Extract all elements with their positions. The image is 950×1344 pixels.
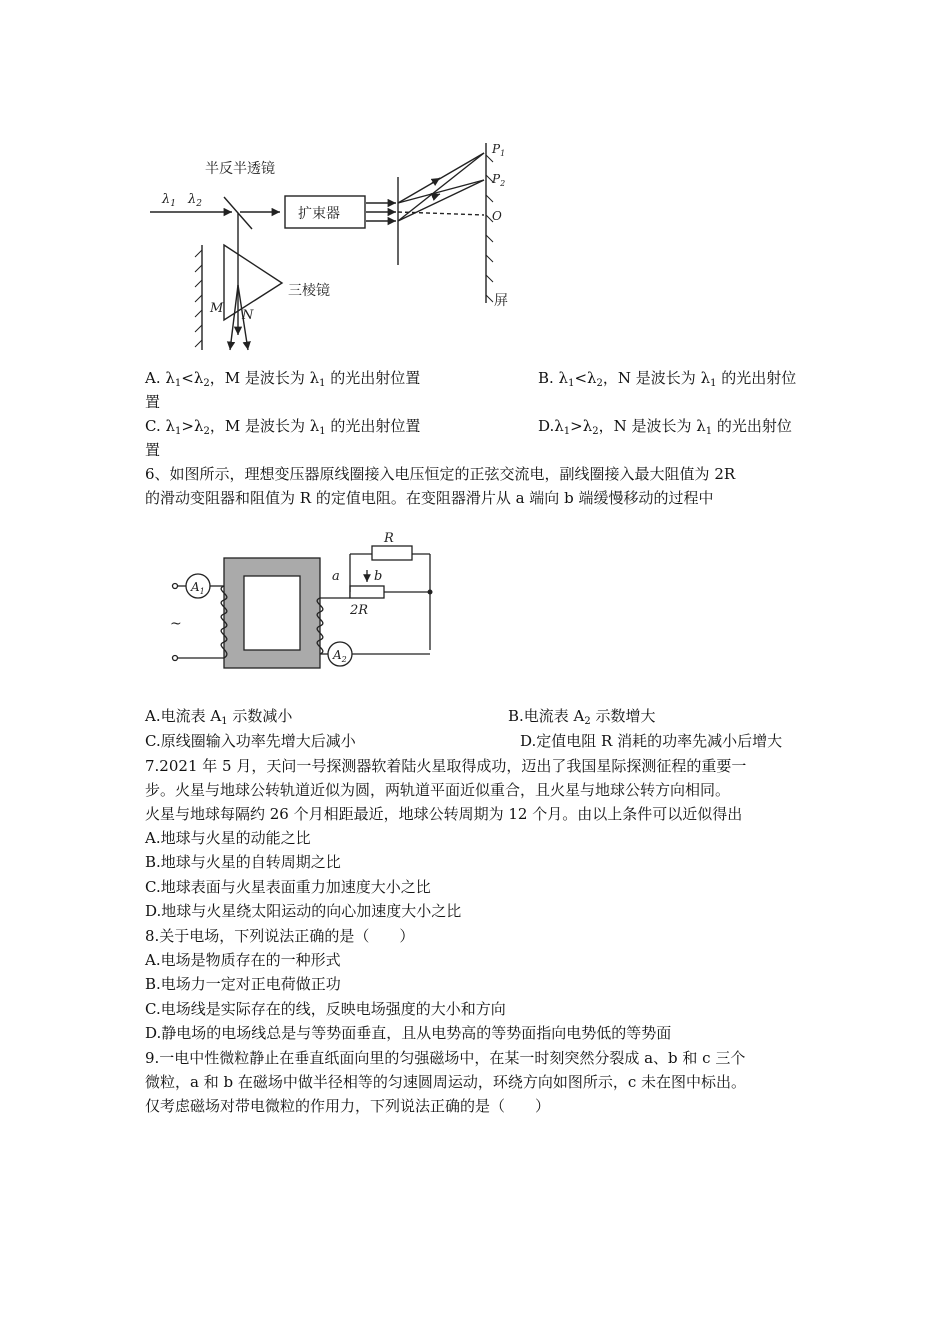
resistor-R-label: R — [384, 531, 394, 546]
point-N-label: N — [242, 308, 254, 323]
q8-option-b: B.电场力一定对正电荷做正功 — [145, 975, 341, 993]
q6-option-a: A.电流表 $A_1$ 示数减小 — [145, 707, 293, 727]
q8-option-a: A.电场是物质存在的一种形式 — [145, 951, 341, 969]
q8-option-c: C.电场线是实际存在的线，反映电场强度的大小和方向 — [145, 1000, 506, 1018]
slider-b-label: b — [374, 569, 383, 584]
q6-stem-line1: 6、如图所示，理想变压器原线圈接入电压恒定的正弦交流电，副线圈接入最大阻值为 2R — [145, 465, 736, 483]
q5-option-b: B. $\lambda_1<\lambda_2$，N 是波长为 $\lambda_1$ 的光出射位 — [538, 369, 797, 389]
q6-option-b: B.电流表 $A_2$ 示数增大 — [508, 707, 656, 727]
rheostat-2R-label: 2R — [350, 603, 369, 618]
expander-label: 扩束器 — [298, 206, 340, 222]
q7-stem-line1: 7.2021 年 5 月，天问一号探测器软着陆火星取得成功，迈出了我国星际探测征程的重要一 — [145, 757, 747, 775]
half-mirror-label: 半反半透镜 — [205, 161, 275, 177]
q7-stem-line3: 火星与地球每隔约 26 个月相距最近，地球公转周期为 12 个月。由以上条件可以近似得出 — [145, 805, 743, 823]
q6-option-d: D.定值电阻 R 消耗的功率先减小后增大 — [520, 732, 783, 750]
q7-option-a: A.地球与火星的动能之比 — [145, 829, 311, 847]
q5-option-c: C. $\lambda_1>\lambda_2$，M 是波长为 $\lambda_1$ 的光出射位置 — [145, 417, 421, 437]
q7-option-c: C.地球表面与火星表面重力加速度大小之比 — [145, 878, 431, 896]
q9-stem-line2: 微粒，a 和 b 在磁场中做半径相等的匀速圆周运动，环绕方向如图所示，c 未在图中标出。 — [145, 1073, 747, 1091]
q9-stem-line1: 9.一电中性微粒静止在垂直纸面向里的匀强磁场中，在某一时刻突然分裂成 a、b 和 c 三个 — [145, 1049, 746, 1067]
q7-stem-line2: 步。火星与地球公转轨道近似为圆，两轨道平面近似重合，且火星与地球公转方向相同。 — [145, 781, 731, 799]
svg-text:λ2: $\lambda_2$ — [188, 192, 202, 209]
svg-text:P2: $P_2$ — [492, 172, 506, 188]
q5-option-c-wrap: 置 — [145, 441, 161, 459]
svg-text:λ1: $\lambda_1$ — [162, 192, 176, 209]
q6-option-c: C.原线圈输入功率先增大后减小 — [145, 732, 356, 750]
point-M-label: M — [210, 301, 224, 316]
prism-label: 三棱镜 — [288, 283, 330, 299]
svg-text:P1: $P_1$ — [492, 142, 506, 158]
slider-a-label: a — [332, 569, 340, 584]
transformer-figure — [160, 522, 450, 682]
q5-option-d: $D.\lambda_1>\lambda_2$，N 是波长为 $\lambda_1$ 的光出射位 — [538, 417, 792, 437]
q7-option-b: B.地球与火星的自转周期之比 — [145, 853, 341, 871]
q9-stem-line3: 仅考虑磁场对带电微粒的作用力，下列说法正确的是（ ） — [145, 1097, 551, 1115]
q8-option-d: D.静电场的电场线总是与等势面垂直，且从电势高的等势面指向电势低的等势面 — [145, 1024, 672, 1042]
ac-source-symbol: ~ — [170, 616, 182, 632]
q5-option-a-wrap: 置 — [145, 393, 161, 411]
q5-option-a: A. $\lambda_1<\lambda_2$，M 是波长为 $\lambda_1$ 的光出射位置 — [145, 369, 421, 389]
q7-option-d: D.地球与火星绕太阳运动的向心加速度大小之比 — [145, 902, 462, 920]
q6-stem-line2: 的滑动变阻器和阻值为 R 的定值电阻。在变阻器滑片从 a 端向 b 端缓慢移动的过程中 — [145, 489, 714, 507]
svg-text:A2: $A_2$ — [333, 648, 347, 664]
screen-label: 屏 — [494, 293, 508, 309]
point-O-label: O — [492, 209, 502, 223]
svg-text:A1: $A_1$ — [191, 580, 205, 596]
optics-figure — [140, 135, 540, 355]
q8-stem: 8.关于电场，下列说法正确的是（ ） — [145, 927, 415, 945]
